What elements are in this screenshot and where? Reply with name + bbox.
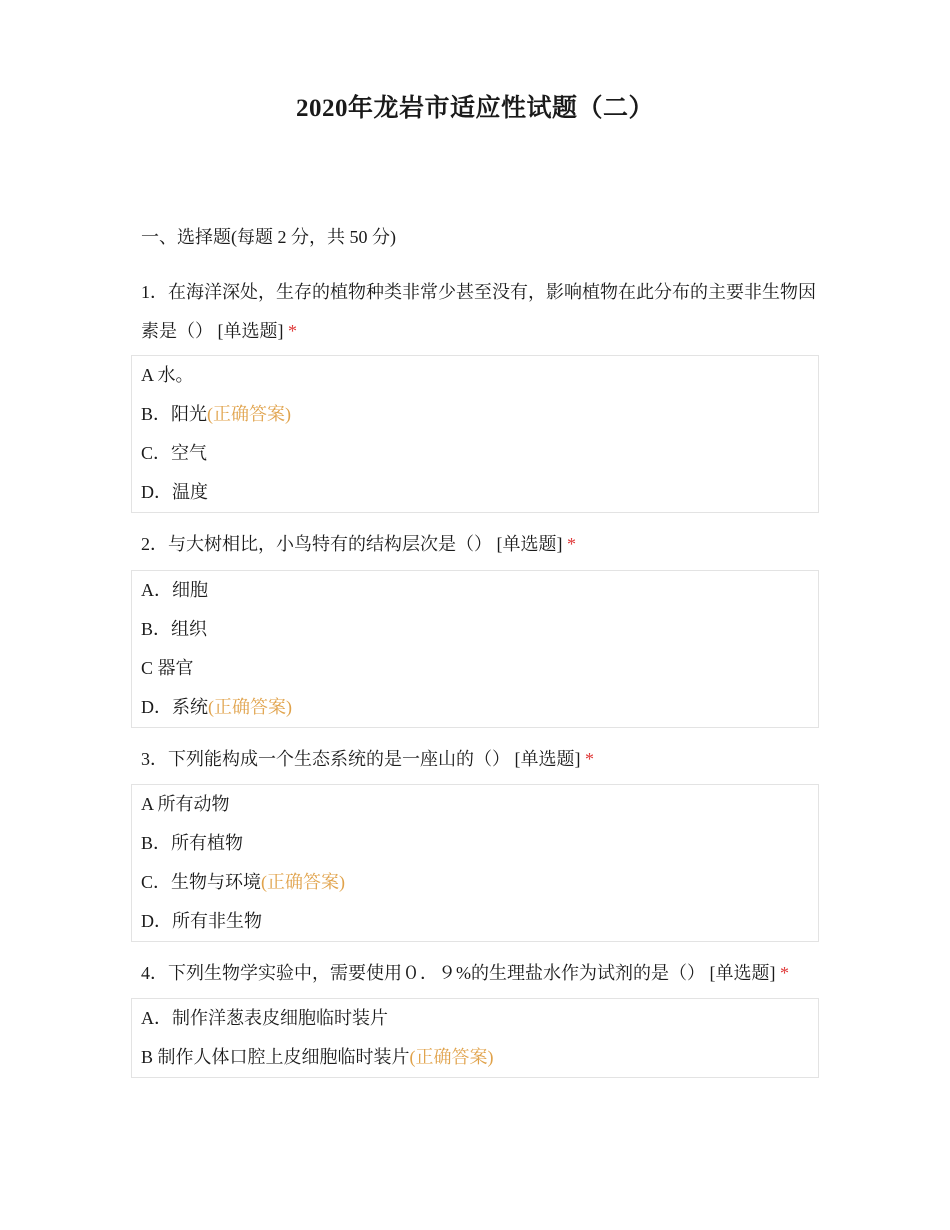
- option-q4-a[interactable]: [132, 999, 818, 1038]
- option-q2-c[interactable]: [132, 649, 818, 688]
- option-text: B．阳光: [141, 404, 208, 424]
- option-q2-a[interactable]: [132, 571, 818, 610]
- correct-answer-mark: (正确答案): [261, 872, 346, 892]
- option-q2-b[interactable]: [132, 610, 818, 649]
- question-2: [141, 525, 821, 564]
- question-stem: 4．下列生物学实验中，需要使用０．９%的生理盐水作为试剂的是（） [单选题]: [141, 963, 776, 983]
- option-text: A．制作洋葱表皮细胞临时装片: [141, 1008, 388, 1028]
- option-q3-d[interactable]: [132, 902, 818, 941]
- question-3: [141, 740, 821, 779]
- option-q1-b[interactable]: [132, 395, 818, 434]
- required-mark: *: [288, 321, 297, 341]
- option-text: B 制作人体口腔上皮细胞临时装片: [141, 1047, 410, 1067]
- option-text: C．空气: [141, 443, 208, 463]
- correct-answer-mark: (正确答案): [208, 697, 292, 717]
- option-q1-d[interactable]: [132, 473, 818, 512]
- page-title: 2020年龙岩市适应性试题（二）: [295, 95, 654, 122]
- question-stem: 2．与大树相比，小鸟特有的结构层次是（） [单选题]: [141, 534, 563, 554]
- option-q3-a[interactable]: [132, 785, 818, 824]
- question-stem: 3．下列能构成一个生态系统的是一座山的（） [单选题]: [141, 749, 581, 769]
- options-q4: [131, 998, 819, 1078]
- option-q2-d[interactable]: [132, 688, 818, 727]
- option-q4-b[interactable]: [132, 1038, 818, 1077]
- section-header: 一、选择题(每题 2 分，共 50 分): [141, 227, 396, 247]
- question-1: [141, 273, 821, 351]
- option-text: D．所有非生物: [141, 911, 262, 931]
- options-q3: [131, 784, 819, 942]
- option-text: A 所有动物: [141, 794, 230, 814]
- option-text: D．温度: [141, 482, 208, 502]
- option-text: A．细胞: [141, 580, 208, 600]
- correct-answer-mark: (正确答案): [207, 404, 292, 424]
- option-q3-c[interactable]: [132, 863, 818, 902]
- options-q1: [131, 355, 819, 513]
- option-text: B．组织: [141, 619, 208, 639]
- option-q1-a[interactable]: [132, 356, 818, 395]
- option-text: C 器官: [141, 658, 194, 678]
- correct-answer-mark: (正确答案): [409, 1047, 494, 1067]
- option-text: D．系统: [141, 697, 208, 717]
- options-q2: [131, 570, 819, 728]
- option-text: B．所有植物: [141, 833, 244, 853]
- required-mark: *: [585, 749, 594, 769]
- required-mark: *: [779, 963, 789, 983]
- option-text: C．生物与环境: [141, 872, 262, 892]
- option-q1-c[interactable]: [132, 434, 818, 473]
- option-q3-b[interactable]: [132, 824, 818, 863]
- question-stem: 1．在海洋深处，生存的植物种类非常少甚至没有，影响植物在此分布的主要非生物因素是（） [单选题]: [141, 282, 816, 341]
- required-mark: *: [567, 534, 576, 554]
- option-text: A 水。: [141, 365, 194, 385]
- question-4: [141, 954, 831, 993]
